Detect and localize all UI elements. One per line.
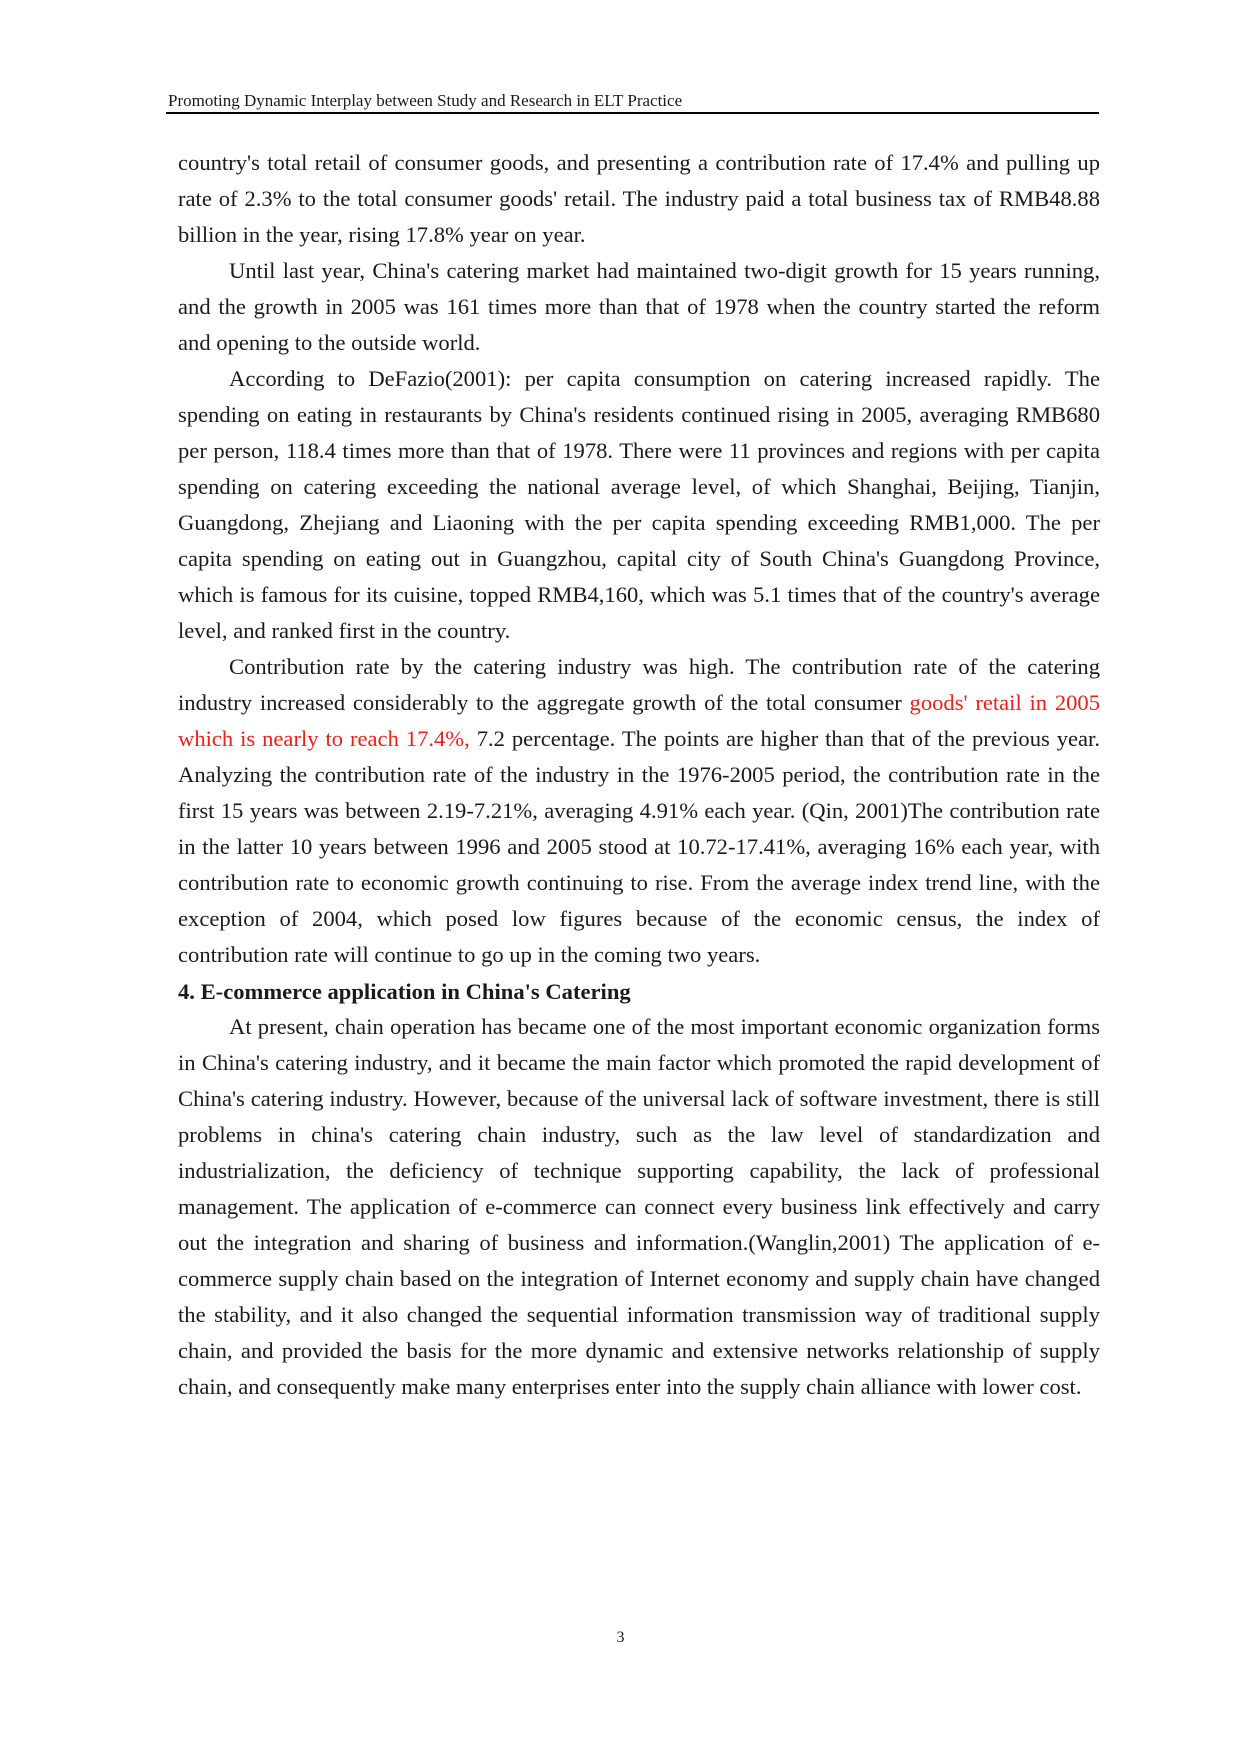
paragraph-contribution-rate: [178, 649, 1100, 973]
paragraph-ecommerce-application: At present, chain operation has became one of the most important economic organization forms in China's catering industry, and it became the main factor which promoted the rapid development of China's catering industry. However, because of the universal lack of software investment, there is still problems in china's catering chain industry, such as the law level of standardization and industrialization, the deficiency of technique supporting capability, the lack of professional management. The application of e-commerce can connect every business link effectively and carry out the integration and sharing of business and information.(Wanglin,2001) The application of e-commerce supply chain based on the integration of Internet economy and supply chain have changed the stability, and it also changed the sequential information transmission way of traditional supply chain, and provided the basis for the more dynamic and extensive networks relationship of supply chain, and consequently make many enterprises enter into the supply chain alliance with lower cost.: [178, 1014, 1100, 1399]
section-heading: 4. E-commerce application in China's Catering: [178, 979, 631, 1004]
paragraph-per-capita-consumption: According to DeFazio(2001): per capita consumption on catering increased rapidly. The spending on eating in restaurants by China's residents continued rising in 2005, averaging RMB680 per person, 118.4 times more than that of 1978. There were 11 provinces and regions with per capita spending on catering exceeding the national average level, of which Shanghai, Beijing, Tianjin, Guangdong, Zhejiang and Liaoning with the per capita spending exceeding RMB1,000. The per capita spending on eating out in Guangzhou, capital city of South China's Guangdong Province, which is famous for its cuisine, topped RMB4,160, which was 5.1 times that of the country's average level, and ranked first in the country.: [178, 366, 1100, 643]
paragraph-retail-continued: country's total retail of consumer goods, and presenting a contribution rate of 17.4% and pulling up rate of 2.3% to the total consumer goods' retail. The industry paid a total business tax of RMB48.88 billion in the year, rising 17.8% year on year.: [178, 150, 1100, 247]
body-text: [178, 145, 1100, 1405]
highlighted-text: goods' retail in 2005 which is nearly to reach 17.4%,: [178, 690, 1101, 751]
paragraph-catering-growth: Until last year, China's catering market had maintained two-digit growth for 15 years running, and the growth in 2005 was 161 times more than that of 1978 when the country started the reform and opening to the outside world.: [178, 258, 1100, 355]
contribution-rate-text-start: Contribution rate by the catering industry was high. The contribution rate of the catering industry increased considerably to the aggregate growth of the total consumer: [178, 654, 1100, 715]
page-number: 3: [616, 1629, 625, 1646]
running-header: Promoting Dynamic Interplay between Study and Research in ELT Practice: [168, 91, 683, 110]
contribution-rate-text-end: 7.2 percentage. The points are higher than that of the previous year. Analyzing the contribution rate of the industry in the 1976-2005 period, the contribution rate in the first 15 years was between 2.19-7.21%, averaging 4.91% each year. (Qin, 2001)The contribution rate in the latter 10 years between 1996 and 2005 stood at 10.72-17.41%, averaging 16% each year, with contribution rate to economic growth continuing to rise. From the average index trend line, with the exception of 2004, which posed low figures because of the economic census, the index of contribution rate will continue to go up in the coming two years.: [178, 726, 1100, 967]
header-rule: [166, 112, 1099, 114]
